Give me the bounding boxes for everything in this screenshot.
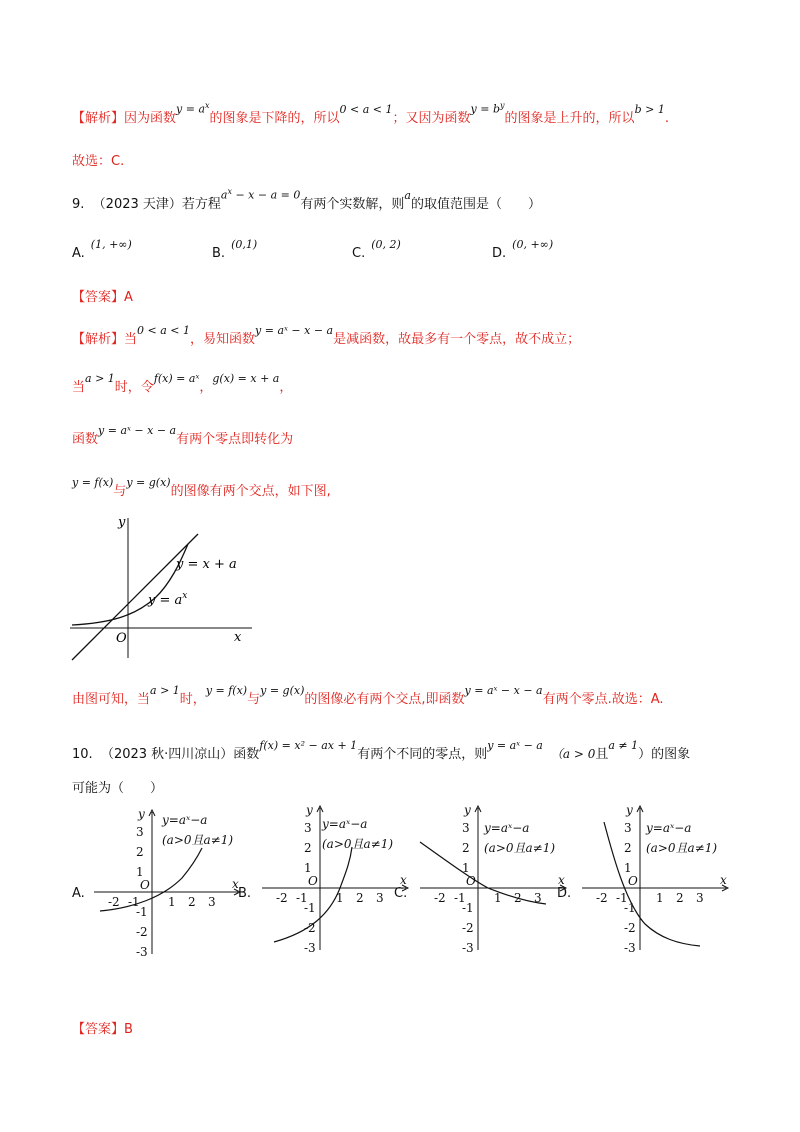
q9-solution-line-1: 【解析】当0 < a < 1，易知函数y = aˣ − x − a是减函数，故最多有一个零点，故不成立； — [72, 324, 581, 347]
graph-title: y=aˣ−a — [162, 813, 208, 827]
graph-title: y=aˣ−a — [484, 821, 530, 835]
q10-graph-c[interactable] — [418, 802, 568, 952]
x-tick-label: -2 — [434, 891, 446, 905]
y-tick-label: -1 — [304, 901, 316, 915]
y-tick-label: -2 — [304, 921, 316, 935]
y-tick-label: -2 — [624, 921, 636, 935]
x-axis-label: x — [558, 873, 565, 887]
x-axis-label: x — [720, 873, 727, 887]
x-axis-label: x — [234, 630, 242, 645]
line-label: y = x + a — [176, 557, 237, 572]
y-axis-label: y — [118, 515, 126, 530]
q10-graph-b[interactable] — [260, 802, 410, 952]
q10-graph-d[interactable] — [580, 802, 730, 952]
q10-question: 10. （2023 秋·四川凉山）函数f(x) = x² − ax + 1有两个不同的零点，则y = aˣ − a（a > 0且a ≠ 1）的图象 — [72, 739, 691, 762]
origin-label: O — [628, 874, 638, 888]
formula: b > 1 — [634, 103, 665, 116]
q9-option-c[interactable]: C.(0, 2) — [352, 238, 401, 261]
graph-condition: (a>0且a≠1) — [646, 841, 718, 855]
y-axis-label: y — [464, 803, 471, 817]
formula: $y = a^x$ — [176, 101, 210, 116]
x-tick-label: -2 — [276, 891, 288, 905]
q10-option-a-label[interactable]: A. — [72, 886, 85, 901]
graph-title: y=aˣ−a — [322, 817, 368, 831]
x-tick-label: 2 — [514, 891, 522, 905]
graph-condition: (a>0且a≠1) — [322, 837, 394, 851]
y-tick-label: -2 — [462, 921, 474, 935]
y-tick-label: -1 — [136, 905, 148, 919]
q9-question: 9. （2023 天津）若方程$a^x - x - a = 0$有两个实数解，则a的取值范围是（ ） — [72, 187, 541, 212]
y-tick-label: 2 — [136, 845, 144, 859]
graph-condition: (a>0且a≠1) — [162, 833, 234, 847]
q9-solution-line-5: 由图可知，当a > 1时，y = f(x)与y = g(x)的图像必有两个交点,即函数y = aˣ − x − a有两个零点.故选：A. — [72, 684, 664, 707]
y-tick-label: 3 — [136, 825, 144, 839]
x-tick-label: 1 — [656, 891, 664, 905]
y-tick-label: 2 — [624, 841, 632, 855]
q10-option-d-label[interactable]: D. — [557, 886, 572, 901]
q10-answer: 【答案】B — [72, 1022, 133, 1037]
x-tick-label: 3 — [696, 891, 704, 905]
q8-choice: 故选：C. — [72, 154, 125, 169]
x-tick-label: -2 — [108, 895, 120, 909]
origin-label: O — [308, 874, 318, 888]
q9-solution-line-2: 当a > 1时，令f(x) = aˣ，g(x) = x + a， — [72, 372, 293, 395]
origin-label: O — [140, 878, 150, 892]
y-tick-label: 3 — [624, 821, 632, 835]
x-tick-label: -1 — [296, 891, 308, 905]
q9-solution-line-3: 函数y = aˣ − x − a有两个零点即转化为 — [72, 424, 294, 447]
question-number: 10. — [72, 747, 93, 762]
q9-answer: 【答案】A — [72, 290, 133, 305]
y-axis-label: y — [626, 803, 633, 817]
x-tick-label: 2 — [188, 895, 196, 909]
x-axis-label: x — [232, 877, 239, 891]
x-tick-label: -1 — [454, 891, 466, 905]
y-tick-label: -2 — [136, 925, 148, 939]
curve-label: $y = a^x$ — [148, 591, 188, 608]
graph-title: y=aˣ−a — [646, 821, 692, 835]
equation: $a^x - x - a = 0$ — [220, 187, 301, 202]
x-tick-label: 3 — [208, 895, 216, 909]
q10-option-b-label[interactable]: B. — [238, 886, 252, 901]
q10-graph-a[interactable] — [92, 806, 242, 956]
y-tick-label: 1 — [136, 865, 144, 879]
y-axis-label: y — [306, 803, 313, 817]
x-tick-label: 2 — [356, 891, 364, 905]
x-tick-label: 3 — [376, 891, 384, 905]
y-tick-label: 1 — [624, 861, 632, 875]
q8-analysis-line: 【解析】因为函数$y = a^x$的图象是下降的，所以0 < a < 1；又因为函数$y = b^y$的图象是上升的，所以b > 1. — [72, 101, 669, 126]
q9-intersection-figure — [70, 508, 260, 663]
q10-option-c-label[interactable]: C. — [394, 886, 408, 901]
y-tick-label: 2 — [462, 841, 470, 855]
curve-a-pow-x — [72, 544, 188, 625]
origin-label: O — [466, 874, 476, 888]
y-axis-label: y — [138, 807, 145, 821]
y-tick-label: -3 — [304, 941, 316, 952]
y-tick-label: 1 — [304, 861, 312, 875]
y-tick-label: 1 — [462, 861, 470, 875]
x-tick-label: 1 — [494, 891, 502, 905]
y-tick-label: -3 — [136, 945, 148, 956]
y-tick-label: 2 — [304, 841, 312, 855]
q9-option-b[interactable]: B.(0,1) — [212, 238, 258, 261]
analysis-tag: 【解析】 — [72, 111, 125, 126]
formula: $y = b^y$ — [470, 101, 505, 116]
x-tick-label: 3 — [534, 891, 542, 905]
q9-option-a[interactable]: A.(1, +∞) — [72, 238, 132, 261]
question-number: 9. — [72, 197, 85, 212]
x-tick-label: -2 — [596, 891, 608, 905]
origin-label: O — [116, 631, 127, 646]
graph-condition: (a>0且a≠1) — [484, 841, 556, 855]
x-tick-label: 1 — [336, 891, 344, 905]
x-tick-label: -1 — [616, 891, 628, 905]
formula: 0 < a < 1 — [339, 103, 393, 116]
q9-option-d[interactable]: D.(0, +∞) — [492, 238, 554, 261]
x-tick-label: -1 — [128, 895, 140, 909]
q10-question-cont: 可能为（ ） — [72, 781, 164, 796]
y-tick-label: 3 — [304, 821, 312, 835]
x-tick-label: 1 — [168, 895, 176, 909]
q9-solution-line-4: y = f(x)与y = g(x)的图像有两个交点，如下图, — [72, 476, 331, 499]
y-tick-label: -3 — [624, 941, 636, 952]
y-tick-label: -3 — [462, 941, 474, 952]
y-tick-label: 3 — [462, 821, 470, 835]
y-tick-label: -1 — [624, 901, 636, 915]
x-tick-label: 2 — [676, 891, 684, 905]
y-tick-label: -1 — [462, 901, 474, 915]
x-axis-label: x — [400, 873, 407, 887]
